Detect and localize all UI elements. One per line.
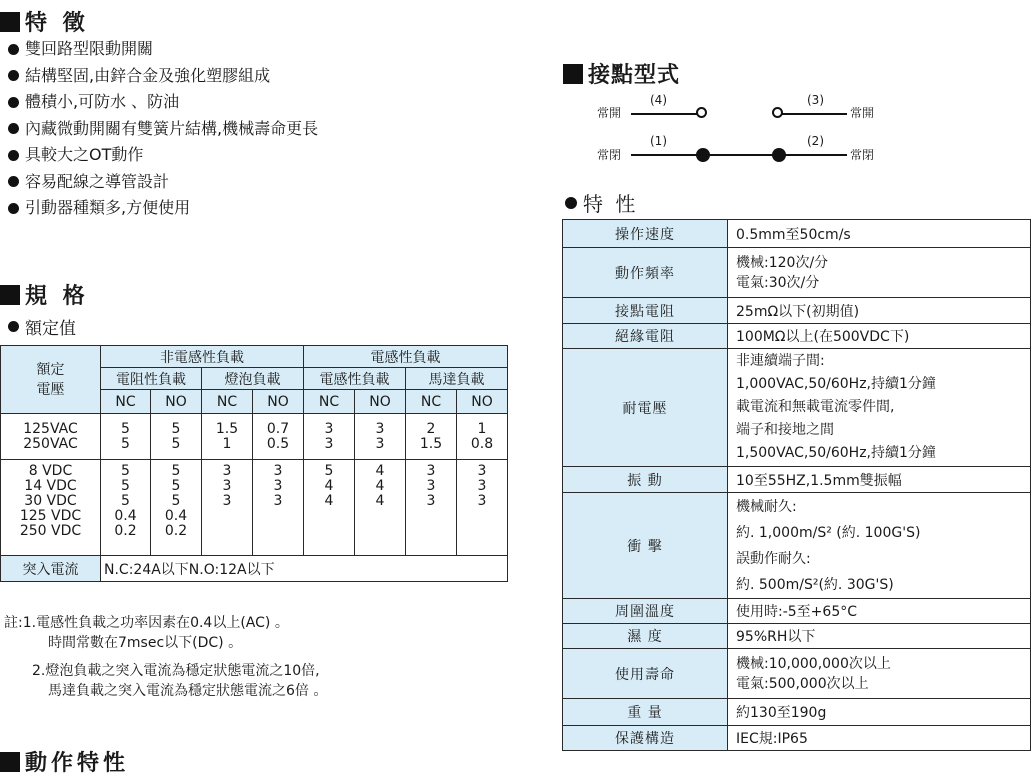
- value-cell: 5 5 5 0.4 0.2: [151, 460, 202, 556]
- square-bullet-icon: [0, 285, 20, 305]
- wire-line: [782, 113, 847, 115]
- value-cell: 3 3 3: [253, 460, 304, 556]
- resistive-header: 電阻性負載: [101, 368, 202, 390]
- table-row: 振 動 10至55HZ,1.5mm雙振幅: [563, 467, 1031, 493]
- list-item: 雙回路型限動開關: [8, 36, 318, 63]
- value-cell: 4 4 4: [355, 460, 406, 556]
- inductive-header: 電感性負載: [304, 346, 508, 368]
- value-cell: 1.5 1: [202, 414, 253, 460]
- ac-voltage-cell: 125VAC 250VAC: [1, 414, 101, 460]
- closed-contact-icon: [696, 148, 710, 162]
- characteristics-table: [562, 219, 1031, 751]
- closed-contact-icon: [772, 148, 786, 162]
- table-row: [1, 460, 508, 556]
- note-2-cont: 馬達負載之突入電流為穩定狀態電流之6倍 。: [48, 683, 328, 699]
- nc-header: NC: [202, 390, 253, 414]
- table-row: 衝 擊 機械耐久: 約. 1,000m/S² (約. 100G'S) 誤動作耐久: 約. 500m/S²(約. 30G'S): [563, 493, 1031, 599]
- inrush-value: N.C:24A以下N.O:12A以下: [101, 556, 508, 582]
- no-header: NO: [355, 390, 406, 414]
- characteristics-heading: [565, 188, 638, 217]
- contact-diagram: 常開 (4) (3) 常開 常閉 (1) (2) 常閉: [597, 93, 875, 162]
- bullet-icon: [565, 197, 577, 209]
- motor-header: 馬達負載: [406, 368, 508, 390]
- value-cell: 3 3 3: [406, 460, 457, 556]
- table-row: 接點電阻 25mΩ以下(初期值): [563, 298, 1031, 324]
- table-row: 耐電壓 非連續端子間: 1,000VAC,50/60Hz,持續1分鐘 載電流和無載電流零件間, 端子和接地之間 1,500VAC,50/60Hz,持續1分鐘: [563, 349, 1031, 467]
- wire-line: [631, 154, 847, 156]
- value-cell: 5 5: [101, 414, 151, 460]
- specs-title: 規 格: [25, 284, 89, 309]
- operation-heading: [0, 746, 129, 777]
- lamp-header: 燈泡負載: [202, 368, 304, 390]
- list-item: 引動器種類多,方便使用: [8, 195, 318, 222]
- list-item: 體積小,可防水 、防油: [8, 89, 318, 116]
- wire-line: [631, 113, 697, 115]
- list-item: 容易配線之導管設計: [8, 169, 318, 196]
- value-cell: 1 0.8: [457, 414, 508, 460]
- dc-voltage-cell: 8 VDC 14 VDC 30 VDC 125 VDC 250 VDC: [1, 460, 101, 556]
- table-row: 重 量 約130至190g: [563, 699, 1031, 726]
- bullet-icon: [8, 203, 19, 214]
- rating-table: [0, 345, 508, 582]
- table-row: 動作頻率 機械:120次/分 電氣:30次/分: [563, 248, 1031, 298]
- list-item: 內藏微動開關有雙簧片結構,機械壽命更長: [8, 116, 318, 143]
- no-header: NO: [457, 390, 508, 414]
- table-row: 使用壽命 機械:10,000,000次以上 電氣:500,000次以上: [563, 649, 1031, 699]
- rated-voltage-header: 額定 電壓: [1, 346, 101, 414]
- value-cell: 5 4 4: [304, 460, 355, 556]
- nc-header: NC: [101, 390, 151, 414]
- list-item: 具較大之OT動作: [8, 142, 318, 169]
- table-row: 絕緣電阻 100MΩ以上(在500VDC下): [563, 324, 1031, 349]
- note-1-cont: 時間常數在7msec以下(DC) 。: [48, 635, 243, 651]
- non-inductive-header: 非電感性負載: [101, 346, 304, 368]
- nc-header: NC: [406, 390, 457, 414]
- note-2: 2.燈泡負載之突入電流為穩定狀態電流之10倍,: [32, 663, 320, 679]
- table-row: 周圍溫度 使用時:-5至+65°C: [563, 599, 1031, 624]
- no-header: NO: [151, 390, 202, 414]
- value-cell: 0.7 0.5: [253, 414, 304, 460]
- inductive-sub-header: 電感性負載: [304, 368, 406, 390]
- value-cell: 5 5: [151, 414, 202, 460]
- list-item: 結構堅固,由鋅合金及強化塑膠組成: [8, 63, 318, 90]
- nc-header: NC: [304, 390, 355, 414]
- table-row: [1, 556, 508, 582]
- table-row: [1, 414, 508, 460]
- value-cell: 5 5 5 0.4 0.2: [101, 460, 151, 556]
- table-row: 操作速度 0.5mm至50cm/s: [563, 220, 1031, 248]
- value-cell: 2 1.5: [406, 414, 457, 460]
- features-title: 特 徵: [25, 11, 89, 36]
- characteristics-title: 特 性: [583, 192, 639, 216]
- note-1: 註:1.電感性負載之功率因素在0.4以上(AC) 。: [4, 615, 289, 631]
- value-cell: 3 3: [304, 414, 355, 460]
- table-row: 濕 度 95%RH以下: [563, 624, 1031, 649]
- value-cell: 3 3 3: [202, 460, 253, 556]
- no-header: NO: [253, 390, 304, 414]
- specs-heading: [0, 279, 89, 310]
- table-row: 保護構造 IEC規:IP65: [563, 726, 1031, 751]
- rated-values-heading: 額定值: [8, 314, 76, 339]
- value-cell: 3 3: [355, 414, 406, 460]
- inrush-label: 突入電流: [1, 556, 101, 582]
- open-contact-icon: [696, 107, 707, 118]
- contact-form-title: 接點型式: [588, 63, 681, 88]
- operation-title: 動作特性: [25, 751, 130, 776]
- value-cell: 3 3 3: [457, 460, 508, 556]
- square-bullet-icon: [0, 752, 20, 772]
- bullet-icon: [8, 321, 19, 332]
